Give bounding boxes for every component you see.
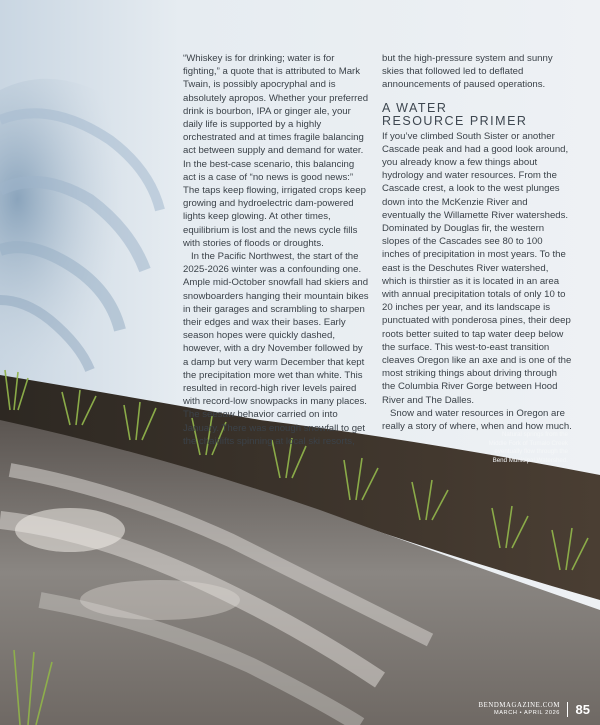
footer-site: BENDMAGAZINE.COM: [478, 702, 560, 709]
section-heading: [382, 102, 572, 128]
caption-line: Middle Fork of Tumalo Creek: [488, 439, 568, 447]
paragraph: “Whiskey is for drinking; water is for fighting,” a quote that is attributed to Mark Twain, is possibly apocryphal and is absolutely apropos. Whether your preferred drink is bourbon, IPA or ginger ale, your daily life is supported by a highly orchestrated and at times fragile balancing act between supply and demand for water. In the best-case scenario, this balancing act is a case of “no news is good news:” The taps keep flowing, irrigated crops keep growing and hydroelectric dam-powered lights keep glowing. At other times, equilibrium is lost and the news cycle fills with stories of floods or droughts.: [183, 53, 369, 249]
footer-divider: [567, 702, 568, 717]
page-footer: [476, 700, 596, 720]
article-right-column: [382, 52, 572, 433]
article-left-column: [183, 52, 369, 448]
page-number: 85: [575, 702, 590, 717]
paragraph: If you’ve climbed South Sister or another Cascade peak and had a good look around, you already know a few things about hydrology and water resources. From the Cascade crest, a look to the west plunges down into the McKenzie River and eventually the Willamette River watersheds. Dominated by Douglas fir, the western slopes of the Cascades see 80 to 100 inches of precipitation in most years. To the east is the Deschutes River watershed, which is thirstier as it is located in an area with annual precipitation totals of only 10 to 20 inches per year, and its landscape is punctuated with ponderosa pines, their deep roots better suited to tap water deep below the surface. This west-to-east transition cleaves Oregon like an axe and is one of the most striking things about driving through the Columbia River Gorge between Hood River and The Dalles.: [382, 130, 572, 406]
photo-caption: [470, 431, 568, 465]
caption-line: Bend Municipal Watershed.: [492, 456, 568, 464]
paragraph: but the high-pressure system and sunny skies that followed led to deflated announcements of paused operations.: [382, 53, 553, 91]
caption-line: Natural springs from the: [501, 431, 568, 438]
footer-issue-date: MARCH • APRIL 2026: [493, 710, 560, 716]
section-heading-line: RESOURCE PRIMER: [382, 113, 528, 128]
section-heading-line: A WATER: [382, 100, 448, 115]
paragraph: In the Pacific Northwest, the start of the 2025-2026 winter was a confounding one. Ample mid-October snowfall had skiers and snowboarders hanging their mountain bikes in their garages and scrambling to sharpen their edges and wax their bases. Early season hopes were quickly dashed, however, with a dry November followed by a damp but very warm December that kept the precipitation more wet than white. This resulted in record-high river levels paired with record-low snowpacks in many places. The seesaw behavior carried on into January. There was enough snowfall to get the chairlifts spinning at local ski resorts,: [183, 251, 369, 447]
paragraph: Snow and water resources in Oregon are really a story of where, when and how much.: [382, 407, 572, 433]
caption-line: eventually flow through the: [494, 448, 568, 456]
